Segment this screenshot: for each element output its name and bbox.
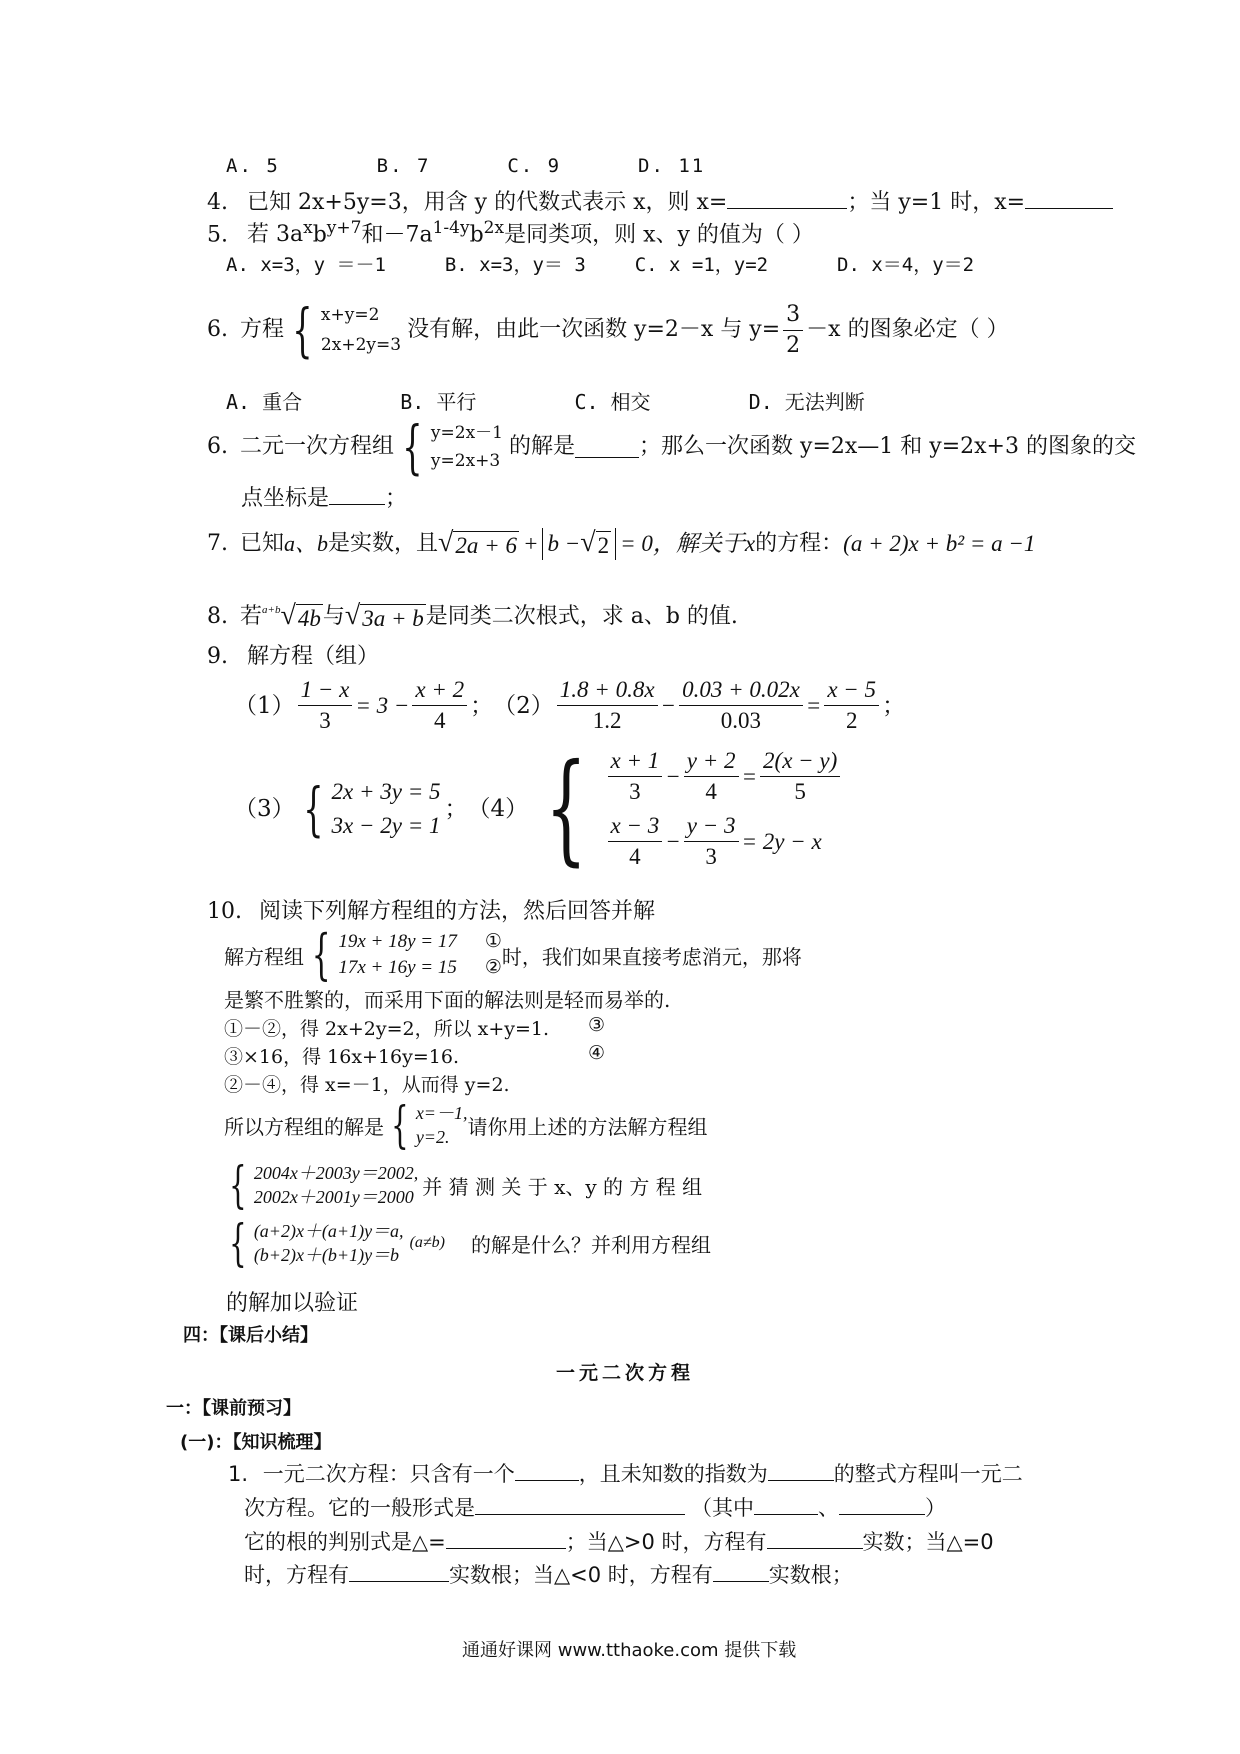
equation bbox=[338, 929, 502, 955]
equation-system bbox=[332, 775, 441, 843]
option-c: C. 9 bbox=[507, 155, 562, 177]
answer-blank[interactable] bbox=[727, 188, 847, 209]
left-brace: { bbox=[302, 775, 324, 843]
equation: 2x + 3y = 5 bbox=[331, 779, 441, 804]
answer-blank[interactable] bbox=[839, 1494, 925, 1515]
numerator: 0.03 + 0.02x bbox=[679, 677, 803, 706]
options-row-prev bbox=[226, 155, 705, 177]
equation bbox=[338, 955, 502, 981]
part-label: （3） bbox=[234, 796, 295, 822]
fraction bbox=[557, 677, 658, 734]
denominator: 0.03 bbox=[720, 708, 762, 733]
radicand: 3a + b bbox=[362, 606, 424, 631]
left-brace: { bbox=[311, 923, 331, 986]
equation-text: 19x + 18y = 17 bbox=[338, 931, 457, 952]
equation: $\frac{x + 1}{3}$ − $\frac{y + 2}{4}$ = $\frac{2(x - y)}{5}$ bbox=[605, 748, 844, 805]
denominator: 3 bbox=[319, 708, 331, 733]
answer-blank[interactable] bbox=[1025, 188, 1113, 209]
item-text: ） bbox=[925, 1496, 946, 1520]
separator: ； bbox=[470, 692, 494, 719]
step-text: ②－④，得 x=－1，从而得 y=2. bbox=[224, 1074, 510, 1096]
denominator: 3 bbox=[629, 779, 641, 804]
question-text: 并 猜 测 关 于 x、y 的 方 程 组 bbox=[422, 1174, 703, 1199]
question-9-part-1-2 bbox=[234, 677, 905, 734]
item-text: 、 bbox=[818, 1496, 839, 1520]
exponent: 2x bbox=[483, 218, 505, 238]
answer-blank[interactable] bbox=[446, 1528, 566, 1549]
circled-number: ① bbox=[484, 931, 502, 952]
left-brace: { bbox=[229, 1214, 247, 1272]
question-number: 9. bbox=[207, 644, 228, 669]
answer-blank[interactable] bbox=[515, 1460, 579, 1481]
q10-system-3 bbox=[222, 1214, 711, 1272]
knowledge-item-1-line2 bbox=[244, 1494, 946, 1522]
question-text: 点坐标是 bbox=[241, 486, 330, 511]
question-number: 6. bbox=[207, 317, 228, 342]
section-heading: 一：【课前预习】 bbox=[166, 1398, 301, 1419]
fraction bbox=[824, 677, 879, 734]
denominator: 4 bbox=[705, 779, 717, 804]
option-b: B. 7 bbox=[376, 155, 431, 177]
question-number: 6. bbox=[207, 434, 228, 459]
equation-system bbox=[431, 419, 503, 475]
question-text: 的解是什么？并利用方程组 bbox=[471, 1232, 711, 1257]
option-c: C. x =1，y=2 bbox=[634, 254, 769, 276]
exponent: x bbox=[303, 218, 313, 238]
item-number: 1. bbox=[228, 1462, 249, 1486]
fraction bbox=[608, 748, 663, 805]
equation-system bbox=[321, 300, 401, 360]
question-text: ；当 y=1 时，x= bbox=[847, 190, 1026, 215]
question-text: 和－7a bbox=[361, 222, 433, 248]
question-number: 4. bbox=[207, 190, 228, 215]
knowledge-item-1-line3 bbox=[244, 1528, 994, 1556]
operator: − bbox=[660, 692, 677, 718]
question-text: 二元一次方程组 bbox=[240, 434, 395, 459]
left-brace: { bbox=[292, 296, 313, 364]
equation: x+y=2 bbox=[320, 305, 380, 325]
expression: = 2y − x bbox=[741, 828, 822, 854]
part-label: （4） bbox=[467, 796, 529, 822]
equation-system bbox=[254, 1161, 418, 1209]
numerator: x + 2 bbox=[412, 677, 467, 706]
item-text: ，且未知数的指数为 bbox=[578, 1462, 768, 1486]
option-b: B. x=3，y＝ 3 bbox=[444, 254, 586, 276]
question-6b bbox=[207, 413, 1136, 481]
expression: = 3 − bbox=[355, 692, 410, 718]
fraction bbox=[412, 677, 467, 734]
fraction bbox=[684, 748, 739, 805]
question-text: 方程 bbox=[240, 317, 285, 342]
item-text: 时，方程有 bbox=[244, 1563, 349, 1587]
denominator: 4 bbox=[434, 708, 446, 733]
page-footer: 通通好课网 www.tthaoke.com 提供下载 bbox=[462, 1640, 797, 1661]
question-10 bbox=[207, 898, 655, 926]
question-text: 是实数，且 bbox=[328, 531, 439, 556]
exponent: y+7 bbox=[326, 218, 362, 238]
circled-number: ④ bbox=[588, 1042, 606, 1064]
section-heading: 四：【课后小结】 bbox=[183, 1325, 318, 1346]
question-6a bbox=[207, 296, 1009, 364]
question-text: ； bbox=[385, 486, 408, 511]
question-text: 的方程： bbox=[755, 531, 844, 556]
left-brace: { bbox=[545, 739, 588, 878]
denominator: 5 bbox=[794, 779, 806, 804]
equation-system bbox=[605, 748, 844, 870]
denominator: 2 bbox=[845, 708, 858, 733]
numerator: 1.8 + 0.8x bbox=[557, 677, 658, 706]
question-number: 10. bbox=[207, 899, 242, 924]
root-index: a+b bbox=[262, 604, 281, 616]
question-text: 没有解，由此一次函数 y=2－x 与 y= bbox=[407, 317, 781, 342]
numerator: x − 5 bbox=[824, 677, 879, 706]
variable: x bbox=[744, 531, 756, 556]
question-8 bbox=[207, 596, 738, 638]
condition: (a≠b) bbox=[409, 1234, 445, 1251]
answer-blank[interactable] bbox=[713, 1561, 769, 1582]
q10-step-2 bbox=[224, 1042, 606, 1069]
question-text: 解方程组 bbox=[224, 944, 304, 969]
answer-blank[interactable] bbox=[349, 1561, 449, 1582]
equation-system bbox=[416, 1101, 468, 1149]
question-text: b bbox=[312, 222, 327, 248]
question-text: ；那么一次函数 y=2x—1 和 y=2x+3 的图象的交 bbox=[639, 434, 1136, 459]
chapter-title: 一元二次方程 bbox=[556, 1362, 695, 1384]
expression: b − bbox=[547, 531, 581, 556]
fraction bbox=[684, 813, 739, 870]
equation: (a+2)x＋(a+1)y＝a, bbox=[253, 1221, 404, 1241]
variables: a、b bbox=[284, 531, 329, 556]
question-9-part-3-4: （3） { 2x + 3y = 5 3x − 2y = 1 ； （4） { $\frac{x + 1}{3}$ − $\frac{y + 2}{4}$ = $\frac{2(x - y)}{5}$ $\frac{x - 3}{4}$ − $\frac{y - 3}{3}$ = 2y − x bbox=[234, 748, 843, 870]
option-b: B. 平行 bbox=[400, 390, 477, 414]
option-d: D. 无法判断 bbox=[748, 390, 865, 414]
question-text: 与 bbox=[322, 604, 345, 629]
question-6b-line2 bbox=[241, 484, 407, 513]
denominator: 4 bbox=[629, 844, 641, 869]
fraction bbox=[608, 813, 663, 870]
question-4 bbox=[207, 188, 1113, 217]
denominator: 1.2 bbox=[592, 708, 622, 733]
numerator: 3 bbox=[783, 302, 803, 331]
radical: √ 2a + 6 bbox=[438, 527, 517, 558]
equation: (b+2)x＋(b+1)y＝b bbox=[253, 1245, 400, 1265]
question-5 bbox=[207, 218, 814, 249]
option-c: C. 相交 bbox=[574, 390, 651, 414]
circled-number: ③ bbox=[588, 1014, 606, 1036]
item-text: 它的根的判别式是△= bbox=[244, 1530, 446, 1554]
fraction bbox=[783, 302, 803, 359]
numerator: x − 3 bbox=[608, 813, 663, 842]
question-number: 8. bbox=[207, 604, 228, 629]
item-text: 的整式方程叫一元二 bbox=[833, 1462, 1023, 1486]
question-text: 的解是 bbox=[509, 434, 576, 459]
equation: 2004x＋2003y＝2002, bbox=[253, 1163, 419, 1183]
equation: 3x − 2y = 1 bbox=[331, 813, 441, 838]
question-text: －x 的图象必定（ ） bbox=[806, 317, 1009, 342]
knowledge-item-1-line4 bbox=[244, 1561, 853, 1589]
item-text: 次方程。它的一般形式是 bbox=[244, 1496, 475, 1520]
item-text: （其中 bbox=[691, 1496, 754, 1520]
question-number: 5. bbox=[207, 222, 228, 248]
step-text: ①－②，得 2x+2y=2，所以 x+y=1. bbox=[224, 1018, 550, 1040]
item-text: 实数根； bbox=[768, 1563, 853, 1587]
numerator: y + 2 bbox=[684, 748, 739, 777]
question-6a-options bbox=[226, 386, 865, 415]
radical: √ 2 bbox=[580, 527, 610, 558]
fraction bbox=[679, 677, 803, 734]
answer-blank[interactable] bbox=[475, 1494, 685, 1515]
equation: y=2x+3 bbox=[430, 451, 501, 471]
question-text: 若 bbox=[240, 604, 263, 629]
left-brace: { bbox=[229, 1156, 247, 1214]
step-text: ③×16，得 16x+16y=16. bbox=[224, 1046, 459, 1068]
question-text: 是繁不胜繁的，而采用下面的解法则是轻而易举的. bbox=[224, 988, 671, 1012]
numerator: 1 − x bbox=[298, 677, 353, 706]
question-7: 7. 已知 a、b 是实数，且 √ 2a + 6 + b − √ 2 = 0，解关于 x 的方程： (a + 2)x + b² = a −1 bbox=[207, 527, 1036, 558]
absolute-value bbox=[542, 528, 616, 560]
left-brace: { bbox=[391, 1096, 409, 1154]
item-text: 一元二次方程：只含有一个 bbox=[262, 1462, 515, 1486]
question-text: 已知 bbox=[240, 531, 285, 556]
answer-blank[interactable] bbox=[329, 484, 385, 505]
denominator: 3 bbox=[705, 844, 717, 869]
left-brace: { bbox=[402, 413, 423, 481]
radicand: 4b bbox=[297, 606, 321, 631]
equation: $\frac{x - 3}{4}$ − $\frac{y - 3}{3}$ = 2y − x bbox=[605, 813, 844, 870]
question-text: 的解加以验证 bbox=[226, 1291, 359, 1316]
equation: x=－1, bbox=[415, 1103, 468, 1123]
question-text: 已知 2x+5y=3，用含 y 的代数式表示 x，则 x= bbox=[247, 190, 728, 215]
question-text: 解方程（组） bbox=[247, 644, 380, 669]
radical: √ 3a + b bbox=[344, 600, 424, 631]
separator: ； bbox=[882, 692, 906, 719]
knowledge-item-1-line1 bbox=[228, 1460, 1023, 1488]
question-5-options bbox=[226, 252, 974, 278]
question-text: 若 3a bbox=[247, 222, 304, 248]
option-a: A. x=3，y ＝－1 bbox=[226, 254, 386, 276]
numerator: x + 1 bbox=[608, 748, 663, 777]
equation: 2x+2y=3 bbox=[320, 335, 402, 355]
answer-blank[interactable] bbox=[767, 1528, 863, 1549]
question-text: 阅读下列解方程组的方法，然后回答并解 bbox=[259, 899, 656, 924]
fraction bbox=[298, 677, 353, 734]
question-text: 请你用上述的方法解方程组 bbox=[467, 1114, 708, 1139]
operator: = bbox=[805, 692, 822, 718]
question-text: 时，我们如果直接考虑消元，那将 bbox=[501, 944, 802, 969]
subsection-heading: (一)：【知识梳理】 bbox=[180, 1432, 332, 1453]
part-label: （2） bbox=[493, 692, 554, 719]
question-text: 所以方程组的解是 bbox=[224, 1114, 384, 1139]
circled-number: ② bbox=[484, 957, 502, 978]
expression: = 0，解关于 bbox=[620, 531, 745, 556]
equation-system bbox=[254, 1219, 404, 1267]
equation: y=2. bbox=[415, 1127, 450, 1147]
question-9 bbox=[207, 643, 379, 671]
option-a: A. 重合 bbox=[226, 390, 303, 414]
equation: (a + 2)x + b² = a −1 bbox=[843, 531, 1036, 556]
denominator: 2 bbox=[786, 332, 801, 358]
item-text: 实数；当△=0 bbox=[862, 1530, 994, 1554]
item-text: ；当△>0 时，方程有 bbox=[565, 1530, 767, 1554]
q10-system-2 bbox=[222, 1156, 703, 1214]
item-text: 实数根；当△<0 时，方程有 bbox=[449, 1563, 713, 1587]
question-text: b bbox=[469, 222, 484, 248]
radicand: 2 bbox=[597, 533, 610, 558]
part-label: （1） bbox=[234, 692, 295, 719]
radical: √ 4b bbox=[280, 600, 321, 631]
fraction bbox=[760, 748, 840, 805]
q10-step-1 bbox=[224, 1014, 606, 1041]
exponent: 1-4y bbox=[432, 218, 470, 238]
answer-blank[interactable] bbox=[768, 1460, 834, 1481]
answer-blank[interactable] bbox=[754, 1494, 818, 1515]
q10-system-1 bbox=[224, 923, 802, 986]
answer-blank[interactable] bbox=[575, 437, 639, 458]
equation-text: 17x + 16y = 15 bbox=[338, 957, 457, 978]
numerator: y − 3 bbox=[684, 813, 739, 842]
equation: 2002x＋2001y＝2000 bbox=[253, 1187, 414, 1207]
numerator: 2(x − y) bbox=[760, 748, 840, 777]
option-a: A. 5 bbox=[226, 155, 280, 177]
equation-system bbox=[338, 929, 502, 981]
radicand: 2a + 6 bbox=[455, 533, 517, 558]
question-text: 是同类二次根式，求 a、b 的值. bbox=[425, 604, 738, 629]
option-d: D. 11 bbox=[638, 155, 706, 177]
question-number: 7. bbox=[207, 531, 228, 556]
option-d: D. x＝4，y＝2 bbox=[837, 254, 975, 276]
equation: y=2x－1 bbox=[430, 423, 503, 443]
q10-solution bbox=[224, 1096, 708, 1154]
question-text: 是同类项，则 x、y 的值为（ ） bbox=[504, 222, 814, 248]
